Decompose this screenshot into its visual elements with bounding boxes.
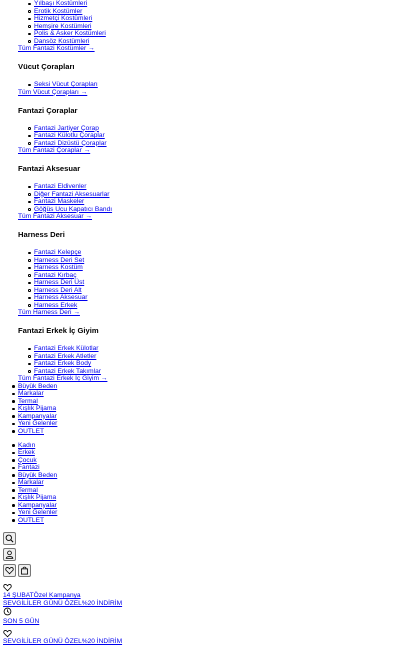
list-item — [34, 8, 400, 16]
list-item — [34, 125, 400, 133]
clock-icon — [3, 607, 12, 616]
menu-link[interactable]: Seksi Vücut Çorapları — [34, 81, 98, 88]
header-actions — [0, 532, 400, 580]
menu-link[interactable]: Harness Erkek — [34, 301, 78, 309]
section-title-fantasy-accessories: Fantazi Aksesuar — [18, 164, 81, 173]
nav-item — [18, 464, 400, 472]
menu-link[interactable]: Fantazi Kırbaç — [34, 271, 77, 279]
all-mens-fantasy-underwear-link[interactable]: Tüm Fantazi Erkek İç Giyim → — [18, 375, 108, 382]
nav-link[interactable]: Büyük Beden — [18, 471, 58, 479]
nav-link[interactable]: Kampanyalar — [18, 501, 57, 509]
nav-link[interactable]: Markalar — [18, 479, 44, 486]
all-harness-leather-link[interactable]: Tüm Harness Deri → — [18, 309, 80, 316]
nav-link[interactable]: Büyük Beden — [18, 382, 58, 390]
nav-link[interactable]: Kampanyalar — [18, 412, 57, 420]
list-item — [34, 23, 400, 31]
nav-link[interactable]: Yeni Gelenler — [18, 509, 58, 516]
bag-icon — [20, 566, 29, 575]
menu-link[interactable]: Fantazi Erkek Atletler — [34, 352, 97, 360]
menu-link[interactable]: Fantazi Külotlu Çoraplar — [34, 132, 105, 139]
nav-rest-list — [0, 383, 400, 436]
list-item — [34, 279, 400, 287]
body-stockings-sublist — [0, 81, 400, 89]
list-item — [34, 30, 400, 38]
discount-link[interactable]: SEVGİLİLER GÜNÜ ÖZEL%20 İNDİRİM — [3, 599, 123, 607]
list-item — [34, 191, 400, 199]
nav-link[interactable]: Çocuk — [18, 456, 37, 464]
nav-item — [18, 479, 400, 487]
heart-icon — [3, 629, 12, 638]
list-item — [34, 264, 400, 272]
all-body-stockings-link[interactable]: Tüm Vücut Çorapları → — [18, 88, 88, 96]
menu-link[interactable]: Harness Kostüm — [34, 264, 83, 271]
section-title-fantasy-stockings: Fantazi Çoraplar — [18, 105, 78, 115]
menu-link[interactable]: Harness Deri Üst — [34, 279, 85, 286]
nav-item — [18, 398, 400, 406]
list-item — [34, 368, 400, 376]
nav-item — [18, 517, 400, 525]
nav-item — [18, 413, 400, 421]
nav-link[interactable]: Markalar — [18, 390, 44, 397]
menu-link[interactable]: Harness Aksesuar — [34, 294, 88, 301]
all-fantasy-stockings-link[interactable]: Tüm Fantazi Çoraplar → — [18, 147, 91, 154]
nav-item — [18, 457, 400, 465]
list-item — [34, 360, 400, 368]
campaign-link[interactable]: 14 ŞUBATÖzel Kampanya — [3, 592, 81, 599]
list-item — [34, 38, 400, 46]
list-item — [34, 0, 400, 8]
nav-item — [18, 420, 400, 428]
user-icon — [5, 550, 14, 559]
list-item — [34, 345, 400, 353]
discount-link-2[interactable]: SEVGİLİLER GÜNÜ ÖZEL%20 İNDİRİM — [3, 638, 123, 645]
nav-item — [18, 405, 400, 413]
nav-link[interactable]: Kışlık Pijama — [18, 405, 57, 412]
nav-link[interactable]: Fantazi — [18, 464, 40, 471]
list-item — [34, 198, 400, 206]
menu-link[interactable]: Fantazi Erkek Külotlar — [34, 345, 99, 352]
list-item — [34, 183, 400, 191]
list-item — [34, 81, 400, 89]
nav-item — [18, 428, 400, 436]
all-fantasy-accessories-link[interactable]: Tüm Fantazi Aksesuar → — [18, 213, 93, 220]
harness-leather-sublist — [0, 249, 400, 309]
menu-link[interactable]: Fantazi Jartiyer Çorap — [34, 124, 99, 132]
menu-link[interactable]: Erotik Kostümler — [34, 7, 83, 15]
last-days-link[interactable]: SON 5 GÜN — [3, 617, 40, 625]
nav-link[interactable]: OUTLET — [18, 427, 45, 435]
mens-fantasy-underwear-sublist — [0, 345, 400, 375]
menu-link[interactable]: Harness Deri Alt — [34, 286, 82, 294]
nav-link[interactable]: Erkek — [18, 449, 35, 456]
nav-item — [18, 472, 400, 480]
list-item — [34, 287, 400, 295]
nav-link[interactable]: Termal — [18, 486, 38, 494]
promo-area — [0, 583, 400, 646]
fantasy-stockings-sublist — [0, 125, 400, 148]
nav-link[interactable]: Termal — [18, 397, 38, 405]
menu-link[interactable]: Diğer Fantazi Aksesuarlar — [34, 190, 110, 198]
list-item — [34, 302, 400, 310]
section-title-harness-leather: Harness Deri — [18, 230, 65, 239]
account-button[interactable] — [3, 548, 16, 561]
nav-link[interactable]: OUTLET — [18, 516, 45, 524]
list-item — [34, 206, 400, 214]
all-costumes-link[interactable]: Tüm Fantazi Kostümler → — [18, 45, 95, 52]
search-button[interactable] — [3, 532, 16, 545]
nav-item — [18, 383, 400, 391]
menu-link[interactable]: Yılbaşı Kostümleri — [34, 0, 88, 7]
fantasy-accessories-sublist — [0, 183, 400, 213]
menu-link[interactable]: Hemşire Kostümleri — [34, 22, 92, 30]
list-item — [34, 132, 400, 140]
nav-link[interactable]: Yeni Gelenler — [18, 420, 58, 427]
menu-link[interactable]: Harness Deri Set — [34, 256, 85, 264]
list-item — [34, 15, 400, 23]
list-item — [34, 272, 400, 280]
section-title-mens-fantasy-underwear: Fantazi Erkek İç Giyim — [18, 326, 99, 335]
nav-link[interactable]: Kadın — [18, 441, 36, 449]
nav-link[interactable]: Kışlık Pijama — [18, 494, 57, 501]
wishlist-button[interactable] — [3, 564, 16, 577]
menu-link[interactable]: Göğüs Ucu Kapatıcı Bandı — [34, 205, 113, 213]
search-icon — [5, 534, 14, 543]
menu-link[interactable]: Fantazi Dizüstü Çoraplar — [34, 139, 107, 147]
menu-link[interactable]: Fantazi Eldivenler — [34, 183, 87, 190]
menu-link[interactable]: Fantazi Kelepçe — [34, 249, 82, 256]
list-item — [34, 249, 400, 257]
nav-item — [18, 494, 400, 502]
heart-icon — [5, 566, 14, 575]
menu-link[interactable]: Dansöz Kostümleri — [34, 37, 90, 45]
heart-icon — [3, 583, 12, 592]
list-item — [34, 257, 400, 265]
menu-link[interactable]: Fantazi Erkek Body — [34, 360, 92, 367]
nav-item — [18, 442, 400, 450]
menu-link[interactable]: Fantazi Erkek Takımlar — [34, 367, 101, 375]
cart-button[interactable] — [18, 564, 31, 577]
list-item — [34, 294, 400, 302]
nav-item — [18, 390, 400, 398]
menu-link[interactable]: Polis & Asker Kostümleri — [34, 30, 106, 37]
nav-item — [18, 449, 400, 457]
list-item — [34, 140, 400, 148]
list-item — [34, 353, 400, 361]
menu-link[interactable]: Hizmetçi Kostümleri — [34, 15, 93, 22]
nav-item — [18, 509, 400, 517]
section-title-body-stockings: Vücut Çorapları — [18, 62, 75, 71]
nav-item — [18, 502, 400, 510]
main-nav-list — [0, 442, 400, 525]
menu-link[interactable]: Fantazi Maskeler — [34, 198, 85, 205]
nav-item — [18, 487, 400, 495]
costume-sublist — [0, 0, 400, 45]
